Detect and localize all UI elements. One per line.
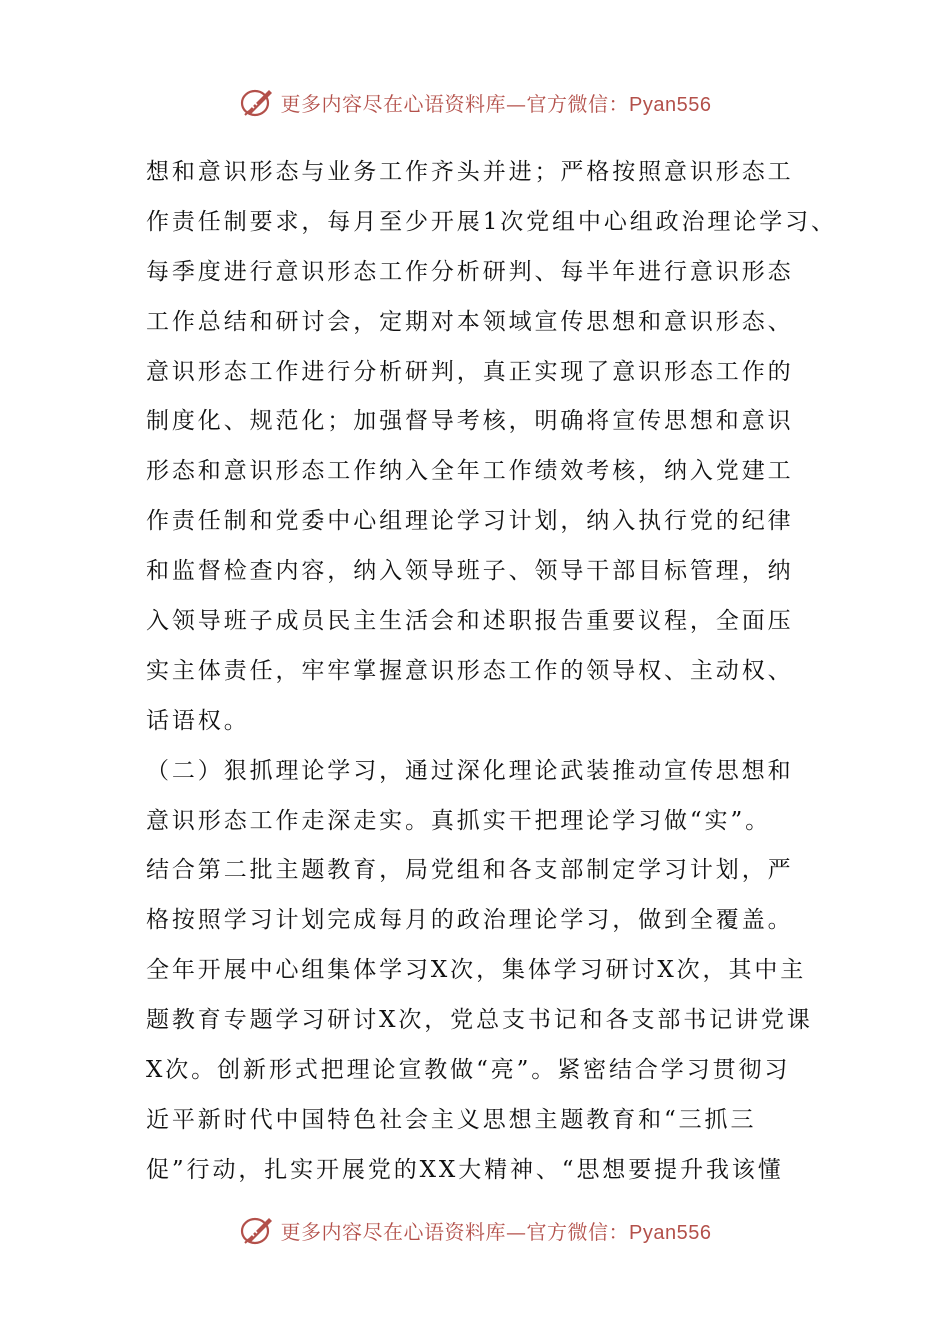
document-body: [146, 148, 846, 1196]
wechat-id: Pyan556: [629, 93, 712, 116]
text-line: 近平新时代中国特色社会主义思想主题教育和“三抓三: [146, 1106, 757, 1133]
footer-watermark-banner: [0, 1210, 950, 1250]
wechat-id: Pyan556: [629, 1221, 712, 1244]
text-line: 促”行动，扎实开展党的XX大精神、“思想要提升我该懂: [146, 1156, 784, 1183]
banner-text: 更多内容尽在心语资料库—官方微信：Pyan556: [280, 91, 712, 116]
text-line: 意识形态工作进行分析研判，真正实现了意识形态工作的: [146, 358, 794, 385]
text-line: 格按照学习计划完成每月的政治理论学习，做到全覆盖。: [146, 907, 794, 934]
quill-logo-icon: [239, 1213, 277, 1247]
text-line: 结合第二批主题教育，局党组和各支部制定学习计划，严: [146, 857, 794, 884]
text-line: 实主体责任，牢牢掌握意识形态工作的领导权、主动权、: [146, 657, 794, 684]
text-line: 话语权。: [146, 707, 250, 734]
text-line: 工作总结和研讨会，定期对本领域宣传思想和意识形态、: [146, 308, 794, 335]
text-line: 入领导班子成员民主生活会和述职报告重要议程，全面压: [146, 608, 794, 635]
text-line: 意识形态工作走深走实。真抓实干把理论学习做“实”。: [146, 807, 772, 834]
text-line: 想和意识形态与业务工作齐头并进；严格按照意识形态工: [146, 159, 794, 185]
text-line: 作责任制和党委中心组理论学习计划，纳入执行党的纪律: [146, 508, 794, 535]
text-line: 形态和意识形态工作纳入全年工作绩效考核，纳入党建工: [146, 458, 794, 485]
text-line: 题教育专题学习研讨X次，党总支书记和各支部书记讲党课: [146, 1007, 813, 1034]
banner-text: 更多内容尽在心语资料库—官方微信：Pyan556: [280, 1219, 712, 1244]
text-line: 作责任制要求，每月至少开展1次党组中心组政治理论学习、: [146, 208, 837, 235]
text-line: 每季度进行意识形态工作分析研判、每半年进行意识形态: [146, 258, 794, 285]
text-line: 和监督检查内容，纳入领导班子、领导干部目标管理，纳: [146, 558, 794, 585]
quill-logo-icon: [239, 85, 277, 119]
text-line: 全年开展中心组集体学习X次，集体学习研讨X次，其中主: [146, 957, 807, 984]
header-watermark-banner: [0, 82, 950, 122]
text-line: X次。创新形式把理论宣教做“亮”。紧密结合学习贯彻习: [146, 1057, 791, 1084]
section-heading-line: （二）狠抓理论学习，通过深化理论武装推动宣传思想和: [146, 757, 794, 784]
text-line: 制度化、规范化；加强督导考核，明确将宣传思想和意识: [146, 408, 794, 435]
